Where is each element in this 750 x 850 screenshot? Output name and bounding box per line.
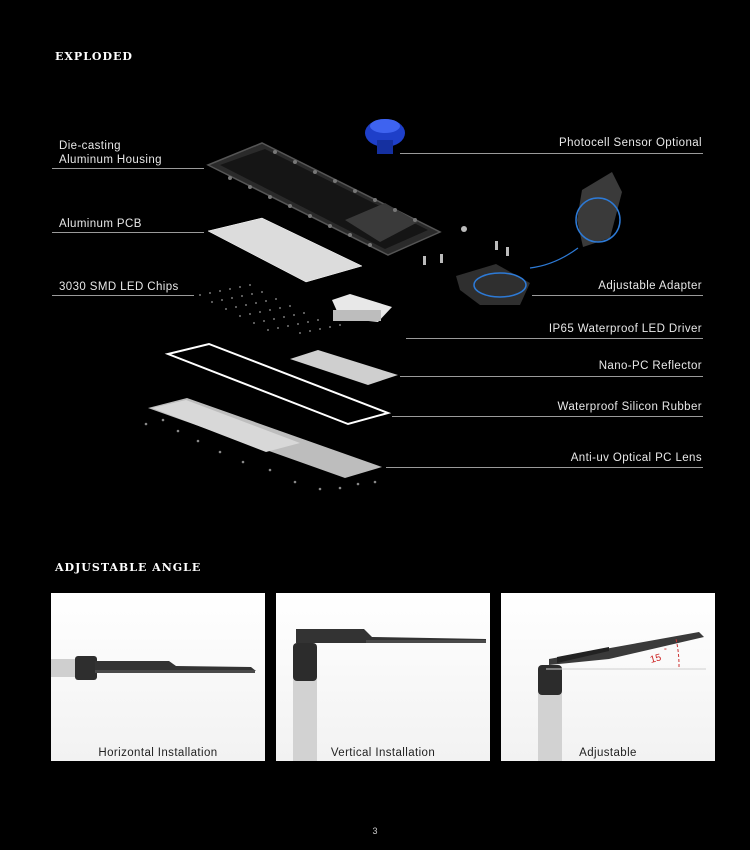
label-housing-line1: Die-casting [59, 140, 121, 152]
label-pcb: Aluminum PCB [59, 218, 142, 230]
exploded-heading: EXPLODED [55, 50, 133, 63]
leader-line-lens [386, 467, 703, 468]
leader-line-photocell [400, 153, 703, 154]
label-lens: Anti-uv Optical PC Lens [570, 452, 702, 464]
leader-line-housing [52, 168, 204, 169]
page-number: 3 [372, 826, 378, 836]
caption-vertical: Vertical Installation [330, 747, 436, 759]
installation-card-adjustable [501, 593, 715, 761]
led-chip-dots [199, 284, 341, 334]
adjustable-angle-heading: ADJUSTABLE ANGLE [55, 561, 202, 574]
label-rubber: Waterproof Silicon Rubber [557, 401, 702, 413]
leader-line-adapter [532, 295, 703, 296]
leader-line-rubber [392, 416, 703, 417]
label-photocell: Photocell Sensor Optional [559, 137, 702, 149]
installation-card-vertical [276, 593, 490, 761]
label-housing-line2: Aluminum Housing [59, 154, 162, 166]
caption-adjustable: Adjustable [579, 747, 637, 759]
angle-label: 15 [648, 652, 663, 666]
degree-mark-icon: ° [664, 648, 667, 655]
installation-card-horizontal [51, 593, 265, 761]
label-driver: IP65 Waterproof LED Driver [548, 323, 702, 335]
leader-line-chips [52, 295, 194, 296]
leader-line-pcb [52, 232, 204, 233]
label-adapter: Adjustable Adapter [598, 280, 702, 292]
leader-line-driver [406, 338, 703, 339]
caption-horizontal: Horizontal Installation [98, 747, 218, 759]
adjustable-install-illustration [501, 593, 715, 761]
label-chips: 3030 SMD LED Chips [59, 281, 179, 293]
vertical-install-illustration [276, 593, 490, 761]
label-reflector: Nano-PC Reflector [598, 360, 702, 372]
horizontal-install-illustration [51, 593, 265, 761]
leader-line-reflector [400, 376, 703, 377]
